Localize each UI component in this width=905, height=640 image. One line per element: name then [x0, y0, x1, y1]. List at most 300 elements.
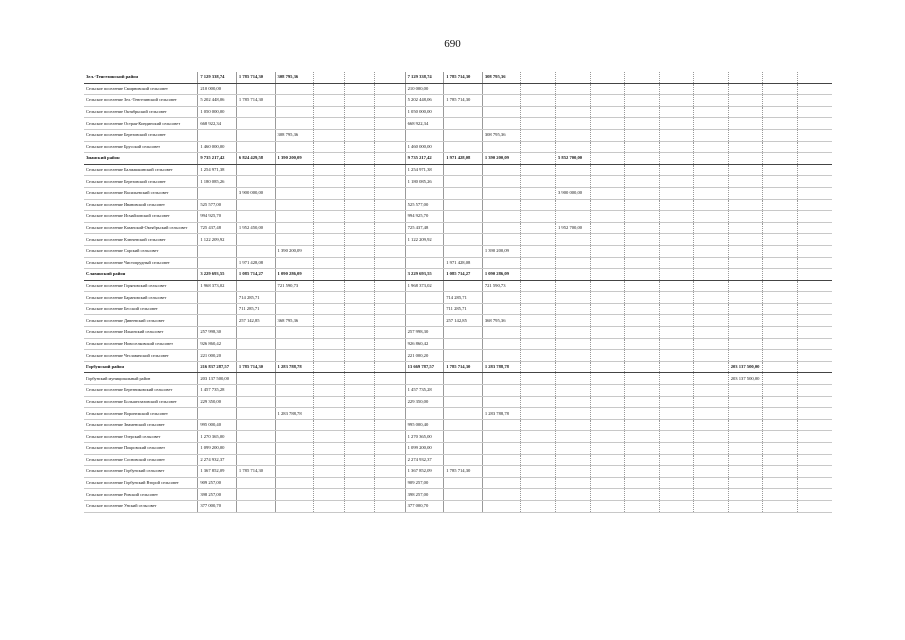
value-cell: 308 795,36 — [482, 129, 521, 141]
value-cell — [590, 245, 625, 257]
value-cell — [797, 187, 832, 199]
value-cell — [521, 269, 556, 281]
value-cell — [275, 187, 314, 199]
value-cell — [797, 443, 832, 455]
value-cell — [314, 327, 344, 339]
value-cell — [763, 466, 798, 478]
row-name-cell: Сельское поселение Острая-Киндинский сельсовет — [84, 118, 198, 130]
value-cell: 398 257,00 — [198, 489, 237, 501]
value-cell — [444, 199, 483, 211]
value-cell — [375, 211, 405, 223]
value-cell — [344, 431, 374, 443]
value-cell — [555, 234, 590, 246]
value-cell — [275, 396, 314, 408]
table-row — [84, 176, 832, 188]
value-cell — [444, 141, 483, 153]
row-name-cell: Сельское поселение Васильевский сельсовет — [84, 187, 198, 199]
value-cell — [314, 350, 344, 362]
value-cell — [375, 164, 405, 176]
value-cell: 210 000,00 — [405, 83, 444, 95]
value-cell — [763, 187, 798, 199]
value-cell — [728, 350, 763, 362]
value-cell — [659, 106, 694, 118]
value-cell — [375, 373, 405, 385]
value-cell — [236, 118, 275, 130]
value-cell — [590, 477, 625, 489]
value-cell — [375, 361, 405, 373]
table-row — [84, 466, 832, 478]
row-name-cell: Сельское поселение Чеславичский сельсовет — [84, 350, 198, 362]
value-cell — [625, 500, 660, 512]
value-cell — [482, 477, 521, 489]
value-cell — [275, 489, 314, 501]
value-cell — [521, 129, 556, 141]
value-cell — [444, 477, 483, 489]
table-row — [84, 443, 832, 455]
value-cell — [763, 315, 798, 327]
value-cell — [521, 153, 556, 165]
value-cell — [344, 141, 374, 153]
value-cell — [763, 350, 798, 362]
value-cell — [405, 303, 444, 315]
value-cell — [625, 408, 660, 420]
value-cell — [482, 222, 521, 234]
value-cell — [521, 443, 556, 455]
row-name-cell: Сельское поселение Ильинский сельсовет — [84, 327, 198, 339]
value-cell — [344, 245, 374, 257]
value-cell — [375, 443, 405, 455]
value-cell — [236, 500, 275, 512]
value-cell — [275, 292, 314, 304]
value-cell — [555, 373, 590, 385]
value-cell — [555, 466, 590, 478]
value-cell — [694, 466, 729, 478]
value-cell — [555, 489, 590, 501]
value-cell — [314, 303, 344, 315]
value-cell — [375, 187, 405, 199]
value-cell: 525 577,00 — [405, 199, 444, 211]
value-cell — [694, 350, 729, 362]
value-cell — [694, 303, 729, 315]
table-row — [84, 222, 832, 234]
value-cell — [521, 95, 556, 107]
value-cell — [797, 408, 832, 420]
row-name-cell: Сельское поселение Горбунский Второй сельсовет — [84, 477, 198, 489]
value-cell — [763, 477, 798, 489]
row-name-cell: Сельское поселение Унский сельсовет — [84, 500, 198, 512]
value-cell — [763, 396, 798, 408]
value-cell — [694, 211, 729, 223]
value-cell — [659, 95, 694, 107]
value-cell — [659, 338, 694, 350]
value-cell: 377 000,70 — [405, 500, 444, 512]
value-cell — [344, 327, 374, 339]
row-name-cell: Сельское поселение Смирновский сельсовет — [84, 83, 198, 95]
value-cell — [375, 396, 405, 408]
value-cell — [198, 303, 237, 315]
value-cell — [797, 315, 832, 327]
value-cell — [590, 466, 625, 478]
value-cell — [482, 141, 521, 153]
value-cell — [625, 106, 660, 118]
value-cell — [344, 234, 374, 246]
row-name-cell: Сельское поселение Новоселковский сельсовет — [84, 338, 198, 350]
value-cell: 1 254 971,38 — [405, 164, 444, 176]
value-cell — [694, 199, 729, 211]
value-cell — [694, 72, 729, 83]
value-cell — [797, 292, 832, 304]
value-cell — [521, 500, 556, 512]
table-row — [84, 187, 832, 199]
value-cell: 203 137 500,00 — [728, 361, 763, 373]
row-name-cell: Сельское поселение Чистопрудный сельсовет — [84, 257, 198, 269]
value-cell — [728, 257, 763, 269]
value-cell — [375, 292, 405, 304]
value-cell — [590, 106, 625, 118]
value-cell — [198, 257, 237, 269]
table-row — [84, 118, 832, 130]
value-cell: 1 050 000,00 — [405, 106, 444, 118]
value-cell — [694, 443, 729, 455]
value-cell — [555, 338, 590, 350]
table-row-district — [84, 361, 832, 373]
value-cell: 1 785 714,30 — [236, 95, 275, 107]
value-cell — [555, 269, 590, 281]
value-cell — [375, 466, 405, 478]
value-cell — [405, 257, 444, 269]
value-cell — [314, 315, 344, 327]
value-cell — [482, 350, 521, 362]
value-cell — [763, 454, 798, 466]
value-cell — [555, 95, 590, 107]
value-cell: 3 229 693,55 — [405, 269, 444, 281]
value-cell — [236, 338, 275, 350]
value-cell: 1 785 714,30 — [444, 72, 483, 83]
value-cell — [198, 315, 237, 327]
value-cell — [236, 454, 275, 466]
value-cell: 1 270 365,00 — [405, 431, 444, 443]
value-cell — [694, 500, 729, 512]
value-cell — [521, 466, 556, 478]
value-cell — [728, 477, 763, 489]
value-cell — [763, 327, 798, 339]
value-cell — [590, 431, 625, 443]
value-cell — [236, 234, 275, 246]
value-cell — [728, 141, 763, 153]
value-cell — [236, 385, 275, 397]
value-cell: 714 285,71 — [444, 292, 483, 304]
value-cell — [659, 419, 694, 431]
value-cell — [797, 83, 832, 95]
value-cell — [625, 72, 660, 83]
value-cell — [314, 222, 344, 234]
value-cell — [521, 234, 556, 246]
value-cell — [314, 361, 344, 373]
value-cell — [521, 385, 556, 397]
value-cell: 203 137 500,00 — [198, 373, 237, 385]
value-cell — [482, 385, 521, 397]
value-cell — [694, 222, 729, 234]
value-cell — [797, 129, 832, 141]
value-cell — [694, 477, 729, 489]
value-cell — [375, 315, 405, 327]
value-cell — [625, 338, 660, 350]
value-cell — [659, 141, 694, 153]
value-cell — [521, 303, 556, 315]
value-cell: 368 795,36 — [275, 315, 314, 327]
value-cell — [444, 129, 483, 141]
value-cell — [763, 443, 798, 455]
table-row — [84, 129, 832, 141]
value-cell — [521, 164, 556, 176]
page-number: 690 — [444, 38, 461, 50]
value-cell — [375, 350, 405, 362]
table-row — [84, 385, 832, 397]
value-cell — [444, 454, 483, 466]
value-cell — [521, 222, 556, 234]
value-cell — [659, 303, 694, 315]
value-cell — [444, 176, 483, 188]
value-cell — [375, 72, 405, 83]
value-cell: 1 785 714,30 — [444, 95, 483, 107]
value-cell — [763, 106, 798, 118]
value-cell — [482, 234, 521, 246]
value-cell: 1 390 200,09 — [482, 153, 521, 165]
value-cell: 1 390 200,09 — [275, 245, 314, 257]
value-cell — [444, 385, 483, 397]
value-cell — [728, 269, 763, 281]
value-cell — [797, 419, 832, 431]
value-cell: 308 795,36 — [275, 129, 314, 141]
value-cell — [797, 211, 832, 223]
value-cell — [275, 211, 314, 223]
value-cell — [659, 257, 694, 269]
value-cell — [659, 72, 694, 83]
value-cell — [521, 396, 556, 408]
value-cell — [482, 292, 521, 304]
value-cell: 1 952 450,00 — [236, 222, 275, 234]
row-name-cell: Сельское поселение Барановский сельсовет — [84, 292, 198, 304]
value-cell — [275, 303, 314, 315]
value-cell — [314, 72, 344, 83]
value-cell — [375, 269, 405, 281]
value-cell — [763, 408, 798, 420]
value-cell: 525 577,00 — [198, 199, 237, 211]
value-cell — [694, 385, 729, 397]
value-cell: 1 785 714,30 — [444, 361, 483, 373]
value-cell — [236, 408, 275, 420]
value-cell — [314, 431, 344, 443]
value-cell — [444, 431, 483, 443]
value-cell: 7 129 338,74 — [198, 72, 237, 83]
value-cell: 1 270 365,00 — [198, 431, 237, 443]
value-cell — [763, 338, 798, 350]
value-cell — [763, 292, 798, 304]
value-cell — [590, 303, 625, 315]
value-cell — [444, 419, 483, 431]
value-cell — [763, 176, 798, 188]
value-cell — [659, 176, 694, 188]
value-cell — [728, 129, 763, 141]
value-cell — [728, 315, 763, 327]
value-cell: 1 254 971,38 — [198, 164, 237, 176]
value-cell — [625, 83, 660, 95]
value-cell — [521, 245, 556, 257]
value-cell — [694, 280, 729, 292]
value-cell — [728, 187, 763, 199]
value-cell — [521, 419, 556, 431]
value-cell — [797, 176, 832, 188]
value-cell: 257 142,85 — [236, 315, 275, 327]
value-cell — [444, 234, 483, 246]
value-cell — [314, 129, 344, 141]
table-row — [84, 338, 832, 350]
value-cell — [728, 454, 763, 466]
value-cell — [555, 315, 590, 327]
row-name-cell: Зел.-Тенгезинский район — [84, 72, 198, 83]
value-cell — [314, 443, 344, 455]
value-cell — [275, 234, 314, 246]
value-cell — [590, 118, 625, 130]
value-cell — [555, 257, 590, 269]
value-cell — [694, 245, 729, 257]
value-cell — [375, 176, 405, 188]
table-row — [84, 211, 832, 223]
value-cell — [555, 141, 590, 153]
value-cell — [625, 222, 660, 234]
table-row — [84, 408, 832, 420]
value-cell — [763, 280, 798, 292]
value-cell — [797, 280, 832, 292]
value-cell — [344, 164, 374, 176]
row-name-cell: Сельское поселение Ключевский сельсовет — [84, 234, 198, 246]
value-cell — [344, 385, 374, 397]
value-cell — [275, 385, 314, 397]
value-cell: 1 283 788,78 — [275, 408, 314, 420]
value-cell — [590, 443, 625, 455]
table-row — [84, 234, 832, 246]
value-cell — [625, 199, 660, 211]
value-cell — [344, 500, 374, 512]
row-name-cell: Сельское поселение Горяновский сельсовет — [84, 280, 198, 292]
table-row — [84, 431, 832, 443]
value-cell — [275, 176, 314, 188]
value-cell — [590, 222, 625, 234]
value-cell — [694, 489, 729, 501]
value-cell — [694, 83, 729, 95]
value-cell: 994 925,70 — [198, 211, 237, 223]
value-cell — [625, 489, 660, 501]
value-cell — [797, 269, 832, 281]
value-cell: 1 457 735,28 — [198, 385, 237, 397]
value-cell — [314, 141, 344, 153]
table-row — [84, 396, 832, 408]
value-cell — [590, 269, 625, 281]
value-cell — [521, 454, 556, 466]
value-cell — [314, 280, 344, 292]
value-cell — [521, 141, 556, 153]
value-cell — [590, 153, 625, 165]
value-cell — [521, 118, 556, 130]
table-row — [84, 373, 832, 385]
value-cell — [482, 83, 521, 95]
value-cell: 1 785 714,30 — [236, 361, 275, 373]
value-cell — [444, 500, 483, 512]
value-cell — [590, 280, 625, 292]
value-cell — [521, 257, 556, 269]
value-cell — [521, 280, 556, 292]
value-cell: 1 457 735,28 — [405, 385, 444, 397]
value-cell — [797, 385, 832, 397]
value-cell — [694, 118, 729, 130]
value-cell: 257 142,85 — [444, 315, 483, 327]
value-cell — [694, 129, 729, 141]
value-cell — [344, 466, 374, 478]
value-cell — [236, 83, 275, 95]
value-cell — [728, 211, 763, 223]
value-cell — [728, 95, 763, 107]
value-cell: 1 390 200,09 — [482, 245, 521, 257]
value-cell — [728, 234, 763, 246]
table-row-district — [84, 72, 832, 83]
value-cell — [797, 234, 832, 246]
value-cell — [797, 500, 832, 512]
row-name-cell: Сельское поселение Березовский сельсовет — [84, 129, 198, 141]
value-cell — [236, 106, 275, 118]
value-cell — [763, 72, 798, 83]
value-cell — [625, 373, 660, 385]
value-cell — [405, 292, 444, 304]
value-cell — [444, 222, 483, 234]
value-cell — [728, 199, 763, 211]
value-cell — [314, 199, 344, 211]
value-cell: 1 390 200,09 — [275, 153, 314, 165]
value-cell — [482, 118, 521, 130]
value-cell — [728, 338, 763, 350]
value-cell — [763, 164, 798, 176]
value-cell — [555, 385, 590, 397]
value-cell: 725 437,48 — [198, 222, 237, 234]
table-row — [84, 95, 832, 107]
value-cell: 5 202 448,06 — [405, 95, 444, 107]
value-cell — [590, 350, 625, 362]
table-row-district — [84, 269, 832, 281]
value-cell — [659, 443, 694, 455]
value-cell — [482, 419, 521, 431]
value-cell — [405, 315, 444, 327]
value-cell — [763, 141, 798, 153]
value-cell — [275, 257, 314, 269]
value-cell — [482, 187, 521, 199]
value-cell — [625, 454, 660, 466]
value-cell — [521, 361, 556, 373]
value-cell — [275, 373, 314, 385]
value-cell — [375, 280, 405, 292]
value-cell: 1 460 000,00 — [405, 141, 444, 153]
value-cell — [590, 489, 625, 501]
value-cell — [482, 500, 521, 512]
budget-table — [84, 72, 832, 513]
value-cell — [482, 443, 521, 455]
row-name-cell: Славянский район — [84, 269, 198, 281]
value-cell: 1 085 714,27 — [444, 269, 483, 281]
value-cell — [555, 361, 590, 373]
value-cell — [521, 106, 556, 118]
value-cell — [314, 385, 344, 397]
value-cell — [375, 234, 405, 246]
value-cell — [444, 164, 483, 176]
value-cell: 377 000,70 — [198, 500, 237, 512]
